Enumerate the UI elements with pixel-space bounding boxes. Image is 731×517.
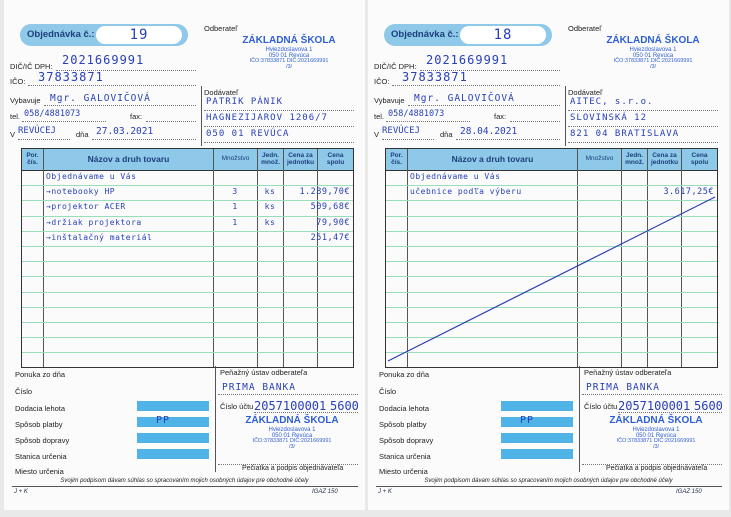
- row-line: [22, 322, 353, 323]
- bank-divider: [579, 366, 580, 472]
- header-price: Cena za jednotku: [650, 151, 679, 166]
- school-stamp-bottom: [596, 416, 716, 451]
- transport-field: [137, 433, 209, 443]
- payment-field: [137, 417, 209, 427]
- col-line: [283, 149, 284, 367]
- row-line: [22, 216, 353, 217]
- item-total: 3.617,25€: [663, 187, 714, 198]
- order-number-box: [384, 24, 552, 46]
- number-label: Číslo: [379, 387, 397, 396]
- date-line: [456, 139, 560, 140]
- col-line: [43, 149, 44, 367]
- issued-by-label: Vybavuje: [374, 96, 405, 105]
- corner-left: J + K: [14, 489, 28, 495]
- stamp-city: 050 01 Revúca: [635, 432, 677, 439]
- station-label: Stanica určenia: [379, 452, 431, 461]
- row-line: [22, 246, 353, 247]
- header-name: Názov a druh tovaru: [451, 154, 534, 165]
- in-label: V: [374, 130, 380, 139]
- account-label: Číslo účtu: [220, 402, 254, 411]
- stamp-ids: IČO:37833871 DIČ:2021669991: [616, 438, 696, 445]
- supplier-city: 050 01 REVÚCA: [206, 129, 290, 139]
- header-unit: Jedn. množ.: [625, 151, 644, 166]
- dic-value: 2021669991: [426, 53, 509, 67]
- tel-value: 058/4881073: [24, 109, 81, 119]
- date-value: 28.04.2021: [460, 126, 518, 137]
- consent-text: Svojim podpisom dávam súhlas so spracovaním mojich osobných údajov pre obchodné účely: [424, 478, 673, 484]
- stamp-name: ZÁKLADNÁ ŠKOLA: [242, 35, 336, 46]
- header-nr: Por. čís.: [390, 151, 403, 166]
- supplier-street: SLOVINSKÁ 12: [570, 113, 648, 123]
- header-nr: Por. čís.: [26, 151, 39, 166]
- fax-label: fax:: [494, 112, 507, 121]
- item-qty: 3: [232, 187, 238, 197]
- stamp-ids: IČO:37833871 DIČ:2021669991: [252, 438, 332, 445]
- header-qty: Množstvo: [585, 155, 614, 163]
- issued-by-line: [44, 105, 196, 106]
- transport-label: Spôsob dopravy: [379, 436, 434, 445]
- bank-line: [218, 394, 358, 395]
- stamp-code: /3/: [652, 443, 660, 450]
- bank-line: [582, 394, 722, 395]
- footer-line: [12, 486, 358, 487]
- row-line: [22, 185, 353, 186]
- col-line: [213, 149, 214, 367]
- customer-label: Odberateľ: [204, 24, 238, 33]
- supplier-line-1: [568, 110, 718, 111]
- corner-right: IGAZ 150: [676, 489, 702, 495]
- item-total: 251,47€: [310, 232, 350, 243]
- supplier-line-3: [568, 142, 718, 143]
- order-label: Objednávka č.:: [27, 29, 95, 40]
- stamp-street: Hviezdoslavova 1: [629, 46, 677, 53]
- issued-by-line: [408, 105, 560, 106]
- offer-label: Ponuka zo dňa: [15, 370, 66, 379]
- fax-line: [146, 121, 196, 122]
- payment-value: PP: [520, 415, 535, 426]
- transport-label: Spôsob dopravy: [15, 436, 70, 445]
- customer-label: Odberateľ: [568, 24, 602, 33]
- fax-label: fax:: [130, 112, 143, 121]
- supplier-line-2: [568, 126, 718, 127]
- items-table: [385, 148, 718, 368]
- signature-label: Pečiatka a podpis objednávateľa: [242, 465, 344, 472]
- item-total: 1.289,70€: [299, 187, 350, 198]
- stamp-ids: IČO:37833871 DIČ:2021669991: [249, 58, 329, 65]
- header-total: Cena spolu: [326, 151, 345, 166]
- item-unit: ks: [264, 217, 276, 227]
- bank-value: PRIMA BANKA: [222, 382, 296, 393]
- row-line: [22, 276, 353, 277]
- dic-label: DIČ/IČ DPH:: [10, 62, 53, 71]
- delivery-field: [137, 401, 209, 411]
- row-line: [22, 200, 353, 201]
- item-name: →projektor ACER: [46, 202, 126, 212]
- order-form-right: [368, 0, 729, 510]
- item-total: 79,90€: [316, 217, 350, 228]
- item-name: Objednávame u Vás: [410, 172, 501, 181]
- footer-line: [376, 486, 722, 487]
- stamp-street: Hviezdoslavova 1: [632, 426, 680, 433]
- ico-line: [28, 85, 196, 86]
- school-stamp-bottom: [232, 416, 352, 451]
- row-line: [22, 231, 353, 232]
- col-line: [257, 149, 258, 367]
- item-qty: 1: [232, 217, 238, 227]
- header-total: Cena spolu: [690, 151, 709, 166]
- bank-label: Peňažný ústav odberateľa: [584, 368, 672, 377]
- payment-field: [501, 417, 573, 427]
- account-value: 2057100001: [254, 399, 327, 413]
- supplier-label: Dodávateľ: [568, 88, 603, 97]
- item-name: Objednávame u Vás: [46, 172, 137, 181]
- item-total: 509,68€: [310, 202, 350, 213]
- date-line: [92, 139, 196, 140]
- supplier-label: Dodávateľ: [204, 88, 239, 97]
- items-table-header: [22, 149, 353, 171]
- stamp-city: 050 01 Revúca: [271, 432, 313, 439]
- station-label: Stanica určenia: [15, 452, 67, 461]
- signature-label: Pečiatka a podpis objednávateľa: [606, 465, 708, 472]
- items-table: [21, 148, 354, 368]
- date-label: dňa: [76, 130, 89, 139]
- item-name: →inštalačný materiál: [46, 232, 153, 242]
- issued-by-label: Vybavuje: [10, 96, 41, 105]
- row-line: [22, 261, 353, 262]
- item-unit: ks: [264, 202, 276, 212]
- in-label: V: [10, 130, 16, 139]
- payment-value: PP: [156, 415, 171, 426]
- corner-left: J + K: [378, 489, 392, 495]
- account-value: 2057100001: [618, 399, 691, 413]
- supplier-name: AITEC, s.r.o.: [570, 97, 654, 107]
- bank-label: Peňažný ústav odberateľa: [220, 368, 308, 377]
- tel-line: [386, 121, 470, 122]
- stamp-city: 050 01 Revúca: [632, 52, 674, 59]
- order-form-left: [4, 0, 365, 510]
- stamp-street: Hviezdoslavova 1: [268, 426, 316, 433]
- school-stamp-top: [230, 36, 348, 71]
- item-unit: ks: [264, 187, 276, 197]
- supplier-street: HAGNEZIJAROV 1206/7: [206, 113, 328, 123]
- supplier-line-3: [204, 142, 354, 143]
- stamp-code: /3/: [285, 63, 293, 70]
- stamp-street: Hviezdoslavova 1: [265, 46, 313, 53]
- delivery-label: Dodacia lehota: [15, 404, 66, 413]
- stamp-city: 050 01 Revúca: [268, 52, 310, 59]
- row-line: [22, 292, 353, 293]
- order-number: 19: [96, 26, 182, 44]
- row-line: [22, 352, 353, 353]
- tel-label: tel.: [374, 112, 385, 121]
- item-name: →držiak projektora: [46, 217, 142, 227]
- supplier-city: 821 04 BRATISLAVA: [570, 129, 680, 139]
- bank-code: 5600: [694, 399, 723, 413]
- in-value: REVÚCEJ: [18, 126, 56, 136]
- item-name: →notebooky HP: [46, 187, 116, 197]
- header-name: Názov a druh tovaru: [87, 154, 170, 165]
- school-stamp-top: [594, 36, 712, 71]
- in-value: REVÚCEJ: [382, 126, 420, 136]
- in-line: [382, 139, 434, 140]
- stamp-name: ZÁKLADNÁ ŠKOLA: [609, 415, 703, 426]
- stamp-ids: IČO:37833871 DIČ:2021669991: [613, 58, 693, 65]
- supplier-line-1: [204, 110, 354, 111]
- place-label: Miesto určenia: [15, 467, 64, 476]
- stamp-name: ZÁKLADNÁ ŠKOLA: [245, 415, 339, 426]
- item-name: učebnice podľa výberu: [410, 187, 522, 197]
- date-value: 27.03.2021: [96, 126, 154, 137]
- station-field: [137, 449, 209, 459]
- ico-label: IČO:: [10, 77, 26, 86]
- row-line: [22, 307, 353, 308]
- supplier-line-2: [204, 126, 354, 127]
- corner-right: IGAZ 150: [312, 489, 338, 495]
- payment-label: Spôsob platby: [379, 420, 427, 429]
- strike-through-line: [386, 149, 717, 367]
- stamp-code: /3/: [649, 63, 657, 70]
- delivery-field: [501, 401, 573, 411]
- delivery-label: Dodacia lehota: [379, 404, 430, 413]
- order-number-box: [20, 24, 188, 46]
- ico-value: 37833871: [402, 70, 468, 84]
- bank-value: PRIMA BANKA: [586, 382, 660, 393]
- place-label: Miesto určenia: [379, 467, 428, 476]
- issued-by-value: Mgr. GALOVIČOVÁ: [414, 93, 515, 104]
- header-qty: Množstvo: [221, 155, 250, 163]
- number-label: Číslo: [15, 387, 33, 396]
- stamp-code: /3/: [288, 443, 296, 450]
- consent-text: Svojim podpisom dávam súhlas so spracovaním mojich osobných údajov pre obchodné účely: [60, 478, 309, 484]
- stamp-name: ZÁKLADNÁ ŠKOLA: [606, 35, 700, 46]
- ico-value: 37833871: [38, 70, 104, 84]
- order-number: 18: [460, 26, 546, 44]
- order-label: Objednávka č.:: [391, 29, 459, 40]
- issued-by-value: Mgr. GALOVIČOVÁ: [50, 93, 151, 104]
- in-line: [18, 139, 70, 140]
- date-label: dňa: [440, 130, 453, 139]
- bank-divider: [215, 366, 216, 472]
- ico-line: [392, 85, 560, 86]
- dic-value: 2021669991: [62, 53, 145, 67]
- supplier-name: PATRIK PÁNIK: [206, 97, 284, 107]
- fax-line: [510, 121, 560, 122]
- transport-field: [501, 433, 573, 443]
- row-line: [22, 337, 353, 338]
- tel-label: tel.: [10, 112, 21, 121]
- bank-code: 5600: [330, 399, 359, 413]
- payment-label: Spôsob platby: [15, 420, 63, 429]
- ico-label: IČO:: [374, 77, 390, 86]
- dic-label: DIČ/IČ DPH:: [374, 62, 417, 71]
- col-line: [317, 149, 318, 367]
- header-unit: Jedn. množ.: [261, 151, 280, 166]
- station-field: [501, 449, 573, 459]
- account-label: Číslo účtu: [584, 402, 618, 411]
- tel-value: 058/4881073: [388, 109, 445, 119]
- item-qty: 1: [232, 202, 238, 212]
- tel-line: [22, 121, 106, 122]
- offer-label: Ponuka zo dňa: [379, 370, 430, 379]
- header-price: Cena za jednotku: [286, 151, 315, 166]
